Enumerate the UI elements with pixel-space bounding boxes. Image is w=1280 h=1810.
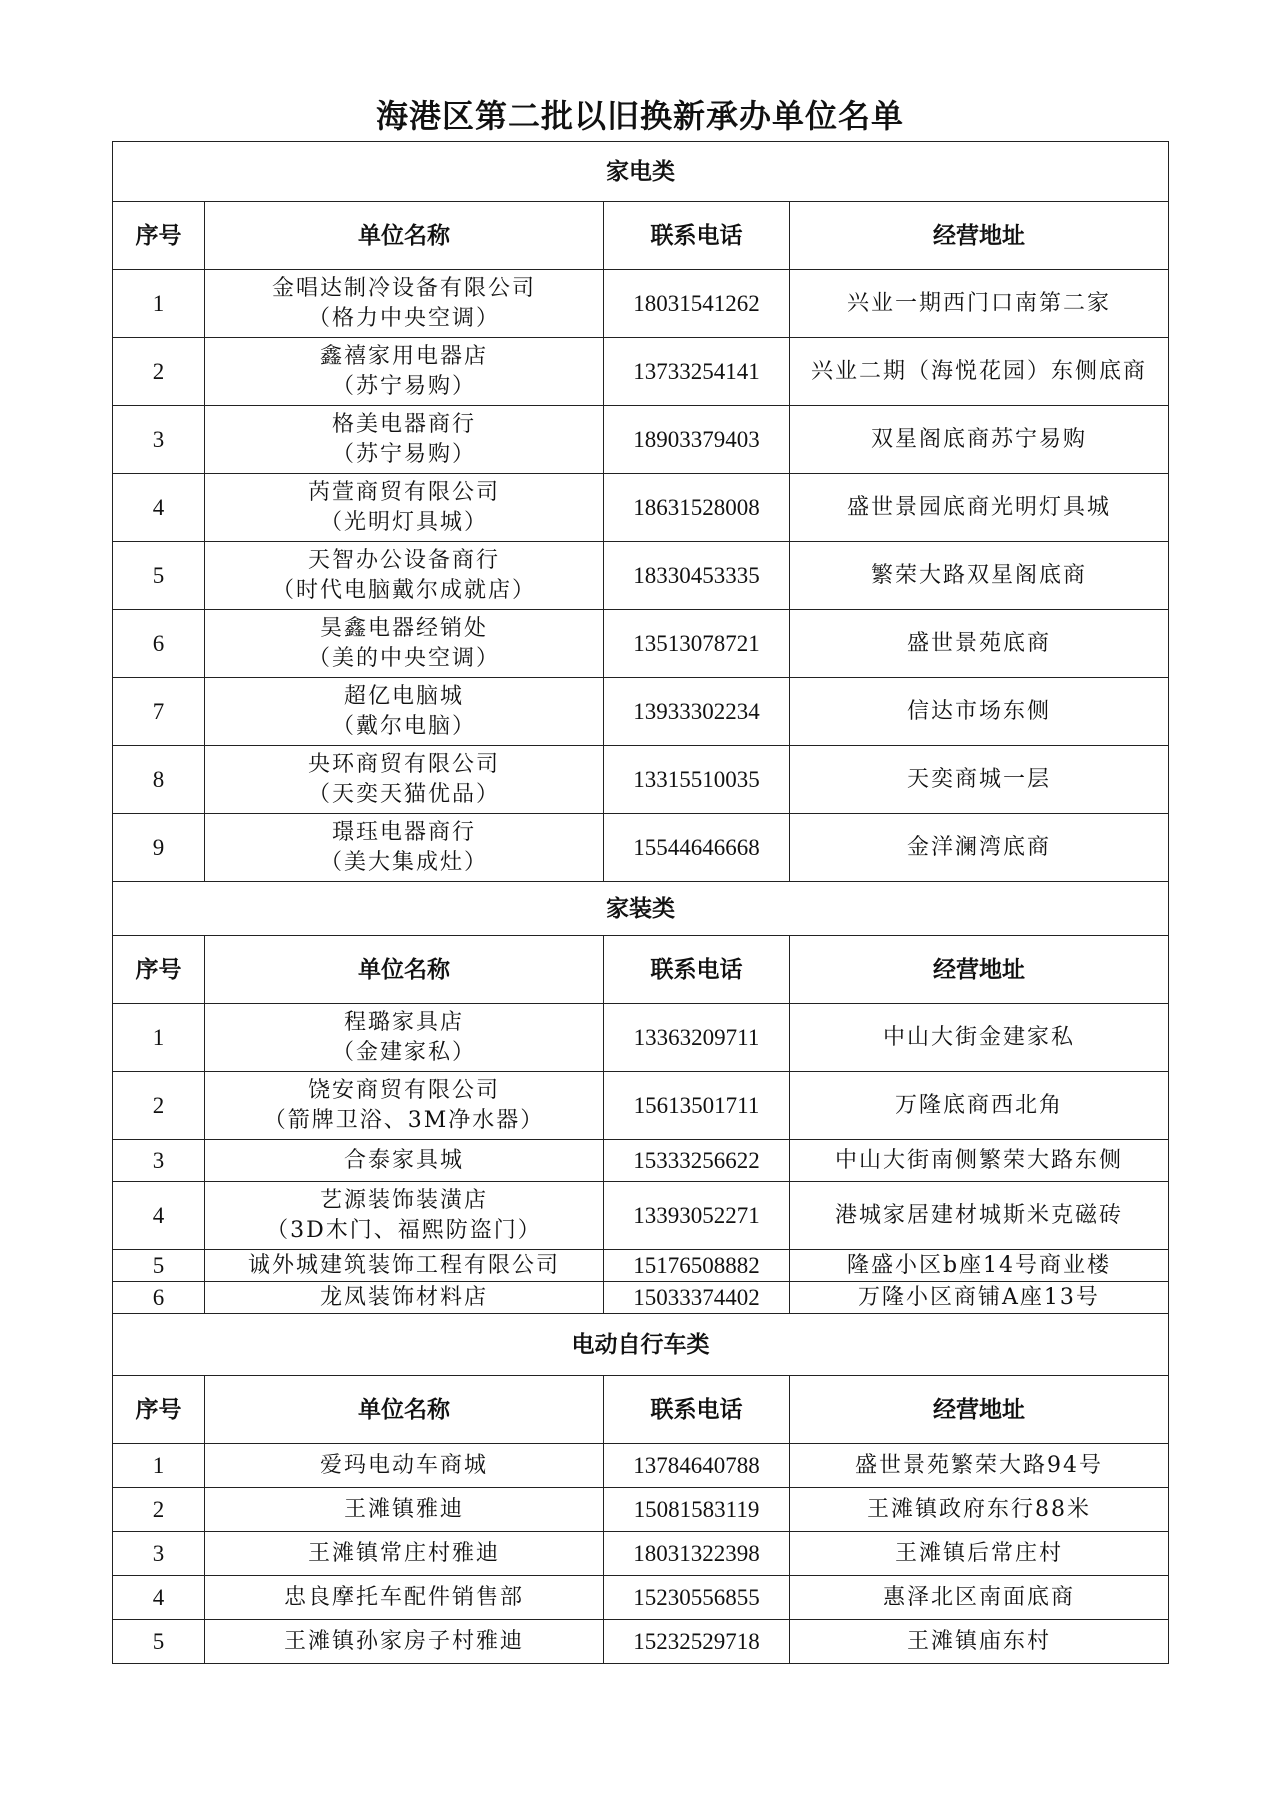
vendor-brand: （苏宁易购） xyxy=(331,441,476,467)
vendor-address: 隆盛小区b座14号商业楼 xyxy=(846,1252,1112,1278)
vendor-brand: （时代电脑戴尔成就店） xyxy=(271,577,536,603)
cell-phone: 13363209711 xyxy=(604,1004,790,1072)
table-row xyxy=(113,406,1169,474)
cell-address xyxy=(790,1620,1169,1664)
vendor-brand: （3D木门、福熙防盗门） xyxy=(266,1217,542,1243)
cell-index: 5 xyxy=(113,1250,205,1282)
vendor-name: 鑫禧家用电器店 xyxy=(319,343,488,369)
table-row xyxy=(113,814,1169,882)
vendor-name: 王滩镇常庄村雅迪 xyxy=(307,1540,500,1566)
cell-name xyxy=(205,1182,604,1250)
table-row xyxy=(113,610,1169,678)
table-row xyxy=(113,1140,1169,1182)
cell-name xyxy=(205,678,604,746)
cell-name xyxy=(205,270,604,338)
cell-name xyxy=(205,1620,604,1664)
vendor-name: 合泰家具城 xyxy=(343,1147,464,1173)
cell-name xyxy=(205,338,604,406)
cell-address xyxy=(790,1250,1169,1282)
vendor-address: 万隆底商西北角 xyxy=(894,1092,1063,1118)
cell-address xyxy=(790,746,1169,814)
table-row xyxy=(113,542,1169,610)
cell-address xyxy=(790,1282,1169,1314)
header-name: 单位名称 xyxy=(205,1376,604,1444)
table-row xyxy=(113,474,1169,542)
cell-name xyxy=(205,542,604,610)
cell-address xyxy=(790,338,1169,406)
vendor-name: 金唱达制冷设备有限公司 xyxy=(271,275,536,301)
table-row xyxy=(113,1072,1169,1140)
cell-address xyxy=(790,1140,1169,1182)
cell-name xyxy=(205,1250,604,1282)
table-row xyxy=(113,678,1169,746)
table-row xyxy=(113,270,1169,338)
vendor-address: 天奕商城一层 xyxy=(906,766,1051,792)
header-address: 经营地址 xyxy=(790,1376,1169,1444)
cell-index: 6 xyxy=(113,1282,205,1314)
vendor-brand: （光明灯具城） xyxy=(319,509,488,535)
cell-address xyxy=(790,1444,1169,1488)
vendor-address: 盛世景苑底商 xyxy=(906,630,1051,656)
cell-name xyxy=(205,814,604,882)
cell-phone: 15544646668 xyxy=(604,814,790,882)
vendor-name: 龙凤装饰材料店 xyxy=(319,1284,488,1310)
header-name: 单位名称 xyxy=(205,202,604,270)
vendor-brand: （戴尔电脑） xyxy=(331,713,476,739)
vendor-address: 兴业一期西门口南第二家 xyxy=(846,290,1111,316)
cell-address xyxy=(790,542,1169,610)
cell-address xyxy=(790,1532,1169,1576)
cell-index: 2 xyxy=(113,1072,205,1140)
header-phone: 联系电话 xyxy=(604,202,790,270)
vendor-brand: （美的中央空调） xyxy=(307,645,500,671)
cell-name xyxy=(205,1004,604,1072)
vendor-address: 信达市场东侧 xyxy=(906,698,1051,724)
table-row xyxy=(113,1250,1169,1282)
vendor-name: 央环商贸有限公司 xyxy=(307,751,500,777)
cell-address xyxy=(790,474,1169,542)
table-row xyxy=(113,1488,1169,1532)
vendor-name: 爱玛电动车商城 xyxy=(319,1452,488,1478)
table-row xyxy=(113,1620,1169,1664)
vendor-address: 繁荣大路双星阁底商 xyxy=(870,562,1087,588)
cell-address xyxy=(790,1488,1169,1532)
cell-phone: 13315510035 xyxy=(604,746,790,814)
cell-name xyxy=(205,1488,604,1532)
cell-phone: 15081583119 xyxy=(604,1488,790,1532)
cell-phone: 13393052271 xyxy=(604,1182,790,1250)
vendor-address: 惠泽北区南面底商 xyxy=(882,1584,1075,1610)
cell-address xyxy=(790,610,1169,678)
cell-name xyxy=(205,1532,604,1576)
header-row xyxy=(113,936,1169,1004)
vendor-name: 格美电器商行 xyxy=(331,411,476,437)
cell-name xyxy=(205,1140,604,1182)
cell-index: 8 xyxy=(113,746,205,814)
cell-index: 3 xyxy=(113,1532,205,1576)
table-row xyxy=(113,1576,1169,1620)
cell-phone: 13513078721 xyxy=(604,610,790,678)
vendor-address: 盛世景苑繁荣大路94号 xyxy=(855,1452,1103,1478)
section-title: 家电类 xyxy=(113,142,1169,202)
vendor-name: 璟珏电器商行 xyxy=(331,819,476,845)
cell-phone: 15176508882 xyxy=(604,1250,790,1282)
cell-phone: 18631528008 xyxy=(604,474,790,542)
header-row xyxy=(113,202,1169,270)
vendor-name: 饶安商贸有限公司 xyxy=(307,1077,500,1103)
cell-index: 9 xyxy=(113,814,205,882)
vendor-address: 王滩镇庙东村 xyxy=(906,1628,1051,1654)
cell-name xyxy=(205,474,604,542)
vendor-name: 王滩镇孙家房子村雅迪 xyxy=(283,1628,524,1654)
vendor-address: 王滩镇后常庄村 xyxy=(894,1540,1063,1566)
vendor-name: 王滩镇雅迪 xyxy=(343,1496,464,1522)
vendor-name: 程璐家具店 xyxy=(343,1009,464,1035)
vendor-name: 超亿电脑城 xyxy=(343,683,464,709)
cell-index: 2 xyxy=(113,338,205,406)
vendor-address: 中山大街南侧繁荣大路东侧 xyxy=(834,1147,1123,1173)
header-phone: 联系电话 xyxy=(604,1376,790,1444)
cell-address xyxy=(790,1072,1169,1140)
cell-index: 6 xyxy=(113,610,205,678)
cell-index: 2 xyxy=(113,1488,205,1532)
cell-address xyxy=(790,1576,1169,1620)
vendor-address: 港城家居建材城斯米克磁砖 xyxy=(834,1202,1123,1228)
cell-address xyxy=(790,406,1169,474)
vendor-brand: （格力中央空调） xyxy=(307,305,500,331)
cell-name xyxy=(205,746,604,814)
table-row xyxy=(113,1182,1169,1250)
cell-address xyxy=(790,270,1169,338)
cell-phone: 15232529718 xyxy=(604,1620,790,1664)
vendor-address: 盛世景园底商光明灯具城 xyxy=(846,494,1111,520)
header-name: 单位名称 xyxy=(205,936,604,1004)
cell-phone: 18903379403 xyxy=(604,406,790,474)
cell-name xyxy=(205,406,604,474)
cell-index: 1 xyxy=(113,1444,205,1488)
vendor-address: 万隆小区商铺A座13号 xyxy=(858,1284,1100,1310)
table-row xyxy=(113,746,1169,814)
header-index: 序号 xyxy=(113,202,205,270)
cell-phone: 15333256622 xyxy=(604,1140,790,1182)
cell-phone: 15613501711 xyxy=(604,1072,790,1140)
cell-index: 4 xyxy=(113,474,205,542)
cell-index: 4 xyxy=(113,1576,205,1620)
header-index: 序号 xyxy=(113,936,205,1004)
cell-name xyxy=(205,1072,604,1140)
vendor-brand: （金建家私） xyxy=(331,1039,476,1065)
vendor-address: 双星阁底商苏宁易购 xyxy=(870,426,1087,452)
vendor-name: 芮萱商贸有限公司 xyxy=(307,479,500,505)
vendor-name: 天智办公设备商行 xyxy=(307,547,500,573)
cell-index: 5 xyxy=(113,542,205,610)
vendor-name: 昊鑫电器经销处 xyxy=(319,615,488,641)
header-row xyxy=(113,1376,1169,1444)
section-row xyxy=(113,882,1169,936)
section-row xyxy=(113,1314,1169,1376)
vendor-name: 艺源装饰装潢店 xyxy=(319,1187,488,1213)
cell-index: 3 xyxy=(113,406,205,474)
cell-address xyxy=(790,814,1169,882)
cell-phone: 13933302234 xyxy=(604,678,790,746)
vendor-brand: （天奕天猫优品） xyxy=(307,781,500,807)
header-address: 经营地址 xyxy=(790,936,1169,1004)
cell-index: 1 xyxy=(113,270,205,338)
section-title: 家装类 xyxy=(113,882,1169,936)
header-address: 经营地址 xyxy=(790,202,1169,270)
section-title: 电动自行车类 xyxy=(113,1314,1169,1376)
cell-index: 4 xyxy=(113,1182,205,1250)
header-phone: 联系电话 xyxy=(604,936,790,1004)
cell-name xyxy=(205,1282,604,1314)
vendor-address: 兴业二期（海悦花园）东侧底商 xyxy=(810,358,1147,384)
table-row xyxy=(113,1444,1169,1488)
table-row xyxy=(113,1282,1169,1314)
vendor-table xyxy=(112,141,1169,1664)
cell-phone: 15033374402 xyxy=(604,1282,790,1314)
vendor-name: 诚外城建筑装饰工程有限公司 xyxy=(247,1252,560,1278)
vendor-address: 中山大街金建家私 xyxy=(882,1024,1075,1050)
cell-phone: 18031322398 xyxy=(604,1532,790,1576)
cell-address xyxy=(790,678,1169,746)
cell-name xyxy=(205,1444,604,1488)
vendor-brand: （美大集成灶） xyxy=(319,849,488,875)
cell-name xyxy=(205,610,604,678)
cell-name xyxy=(205,1576,604,1620)
cell-phone: 13733254141 xyxy=(604,338,790,406)
cell-address xyxy=(790,1182,1169,1250)
cell-phone: 13784640788 xyxy=(604,1444,790,1488)
page-title: 海港区第二批以旧换新承办单位名单 xyxy=(375,97,904,135)
vendor-name: 忠良摩托车配件销售部 xyxy=(283,1584,524,1610)
cell-phone: 18330453335 xyxy=(604,542,790,610)
cell-index: 1 xyxy=(113,1004,205,1072)
vendor-brand: （箭牌卫浴、3M净水器） xyxy=(263,1107,545,1133)
table-row xyxy=(113,338,1169,406)
cell-index: 7 xyxy=(113,678,205,746)
vendor-brand: （苏宁易购） xyxy=(331,373,476,399)
cell-index: 3 xyxy=(113,1140,205,1182)
cell-phone: 15230556855 xyxy=(604,1576,790,1620)
vendor-address: 金洋澜湾底商 xyxy=(906,834,1051,860)
vendor-address: 王滩镇政府东行88米 xyxy=(867,1496,1091,1522)
table-row xyxy=(113,1532,1169,1576)
table-row xyxy=(113,1004,1169,1072)
cell-address xyxy=(790,1004,1169,1072)
cell-phone: 18031541262 xyxy=(604,270,790,338)
section-row xyxy=(113,142,1169,202)
cell-index: 5 xyxy=(113,1620,205,1664)
header-index: 序号 xyxy=(113,1376,205,1444)
